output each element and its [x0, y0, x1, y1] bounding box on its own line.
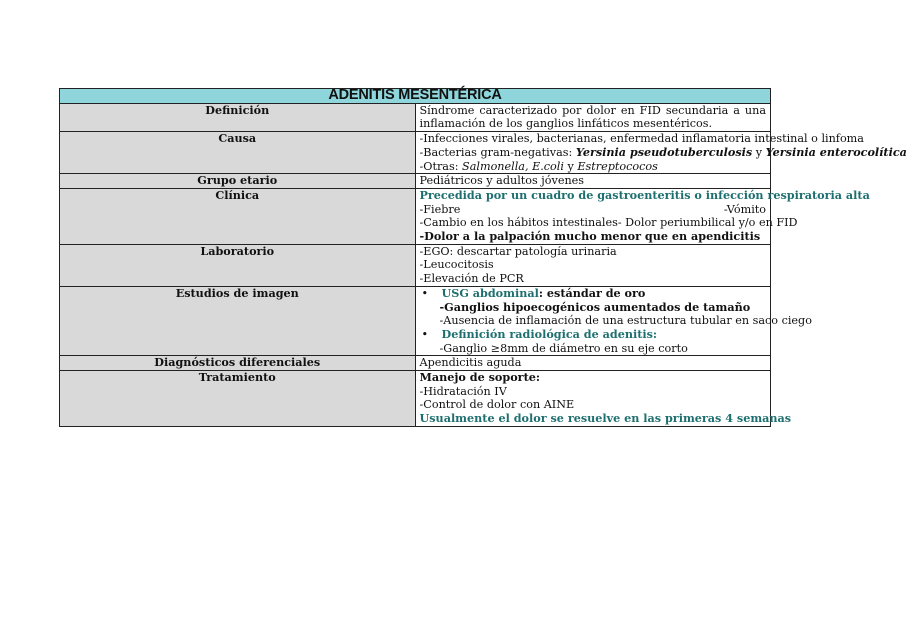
list-item: -Leucocitosis: [419, 258, 494, 272]
label-diagnosticos: Diagnósticos diferenciales: [60, 356, 416, 371]
causa-line-1: -Infecciones virales, bacterianas, enfermedad inflamatoria intestinal o linfoma: [419, 132, 864, 146]
tratamiento-note: Usualmente el dolor se resuelve en las primeras 4 semanas: [419, 411, 792, 426]
list-item: -Elevación de PCR: [419, 272, 524, 286]
value-clinica: [415, 187, 870, 244]
adenitis-table: [59, 87, 907, 427]
causa-line-2: [419, 144, 907, 160]
imagen-usg-rest: : estándar de oro: [538, 285, 646, 300]
imagen-sub-3: -Ganglio ≥8mm de diámetro en su eje corto: [439, 341, 688, 355]
label-definicion: Definición: [60, 103, 416, 131]
row-laboratorio: [60, 244, 771, 286]
imagen-sub-1: -Ganglios hipoecogénicos aumentados de tamaño: [439, 299, 751, 314]
title-row: [60, 89, 771, 104]
value-diagnosticos: Apendicitis aguda: [415, 356, 771, 371]
organism-yersinia-pseudo: Yersinia pseudotuberculosis: [575, 144, 753, 159]
value-estudios-imagen: [415, 285, 812, 356]
row-definicion: [60, 103, 771, 131]
causa-line-2-prefix: -Bacterias gram-negativas:: [419, 145, 576, 159]
clinica-habitos: -Cambio en los hábitos intestinales: [419, 216, 618, 230]
bullet-icon: •: [421, 286, 429, 300]
label-clinica: Clínica: [60, 188, 416, 244]
row-tratamiento: [60, 371, 771, 427]
clinica-dolor-periumbilical: - Dolor periumbilical y/o en FID: [617, 216, 798, 230]
label-estudios-imagen: Estudios de imagen: [60, 286, 416, 356]
causa-line-3-mid: y: [563, 159, 578, 173]
value-tratamiento: [415, 370, 792, 427]
clinica-row-2: [419, 216, 798, 230]
list-item: -Control de dolor con AINE: [419, 398, 575, 412]
clinica-heading: Precedida por un cuadro de gastroenteritis o infección respiratoria alta: [419, 187, 870, 202]
clinica-vomito: -Vómito: [723, 202, 766, 216]
imagen-bullet-1: [420, 287, 767, 301]
organism-estreptococos: Estreptococos: [577, 159, 658, 173]
organism-salmonella-ecoli: Salmonella, E.coli: [462, 159, 564, 173]
value-causa: [415, 132, 907, 174]
list-item: -Hidratación IV: [419, 384, 507, 398]
value-grupo-etario: Pediátricos y adultos jóvenes: [415, 174, 771, 189]
value-laboratorio: [415, 244, 771, 286]
value-definicion: Síndrome caracterizado por dolor en FID secundaria a una inflamación de los ganglios linfáticos mesentéricos.: [415, 103, 771, 131]
tratamiento-heading: Manejo de soporte:: [419, 370, 540, 385]
row-estudios-imagen: [60, 286, 771, 356]
imagen-definicion-radiologica: Definición radiológica de adenitis:: [441, 326, 658, 341]
causa-line-2-mid: y: [752, 145, 766, 159]
clinica-row-1: [420, 203, 767, 217]
row-grupo-etario: [60, 174, 771, 189]
clinica-fiebre: -Fiebre: [419, 202, 461, 216]
bullet-icon: •: [421, 327, 429, 341]
list-item: -EGO: descartar patología urinaria: [419, 244, 617, 258]
causa-line-3: [420, 160, 767, 174]
clinica-line-4: -Dolor a la palpación mucho menor que en apendicitis: [419, 229, 761, 244]
causa-line-3-prefix: -Otras:: [419, 159, 463, 173]
imagen-bullet-2: [420, 328, 767, 342]
label-causa: Causa: [60, 132, 416, 174]
label-tratamiento: Tratamiento: [60, 371, 416, 427]
row-diagnosticos: [60, 356, 771, 371]
imagen-sub-2: -Ausencia de inflamación de una estructura tubular en saco ciego: [439, 314, 812, 328]
row-clinica: [60, 188, 771, 244]
label-laboratorio: Laboratorio: [60, 244, 416, 286]
table-title: ADENITIS MESENTÉRICA: [60, 89, 771, 104]
row-causa: [60, 132, 771, 174]
label-grupo-etario: Grupo etario: [60, 174, 416, 189]
imagen-usg: USG abdominal: [441, 285, 539, 300]
organism-yersinia-entero: Yersinia enterocolítica: [765, 144, 907, 159]
